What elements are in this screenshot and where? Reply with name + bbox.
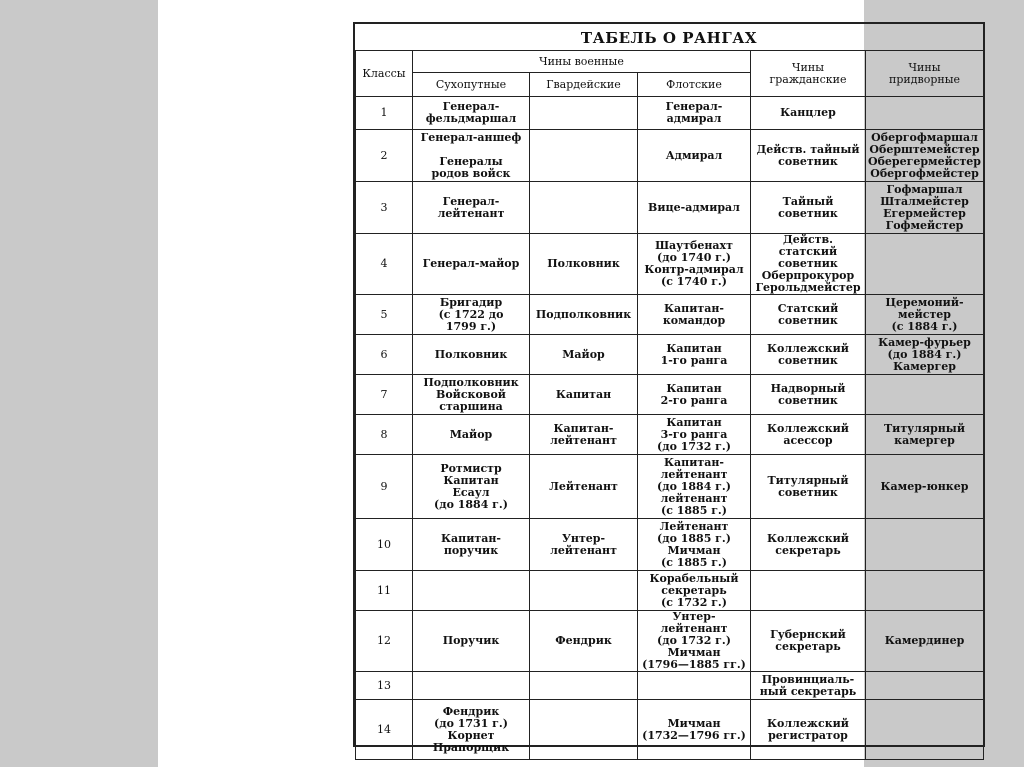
cell-court bbox=[866, 234, 984, 295]
cell-court bbox=[866, 571, 984, 611]
cell-cls: 10 bbox=[356, 519, 413, 571]
table-row bbox=[356, 611, 984, 672]
cell-naval: Капитан- лейтенант (до 1884 г.) лейтенант (с 1885 г.) bbox=[638, 455, 751, 519]
cell-land: Ротмистр Капитан Есаул (до 1884 г.) bbox=[413, 455, 530, 519]
cell-land: Генерал- лейтенант bbox=[413, 182, 530, 234]
table-row bbox=[356, 295, 984, 335]
cell-civil: Провинциаль- ный секретарь bbox=[751, 672, 866, 700]
table-row bbox=[356, 571, 984, 611]
cell-land: Генерал-майор bbox=[413, 234, 530, 295]
cell-guards: Подполковник bbox=[530, 295, 638, 335]
cell-naval: Вице-адмирал bbox=[638, 182, 751, 234]
slide-page bbox=[158, 0, 981, 767]
cell-guards: Полковник bbox=[530, 234, 638, 295]
cell-naval: Мичман (1732—1796 гг.) bbox=[638, 700, 751, 760]
cell-guards bbox=[530, 182, 638, 234]
cell-civil: Действ. тайный советник bbox=[751, 130, 866, 182]
table-row bbox=[356, 415, 984, 455]
table-body bbox=[356, 97, 984, 760]
cell-naval: Лейтенант (до 1885 г.) Мичман (с 1885 г.) bbox=[638, 519, 751, 571]
cell-guards bbox=[530, 97, 638, 130]
cell-land: Капитан- поручик bbox=[413, 519, 530, 571]
cell-guards: Фендрик bbox=[530, 611, 638, 672]
table-row bbox=[356, 672, 984, 700]
table-row bbox=[356, 335, 984, 375]
cell-court: Гофмаршал Шталмейстер Егермейстер Гофмейстер bbox=[866, 182, 984, 234]
table-row bbox=[356, 519, 984, 571]
cell-court: Камердинер bbox=[866, 611, 984, 672]
cell-civil: Коллежский асессор bbox=[751, 415, 866, 455]
cell-cls: 2 bbox=[356, 130, 413, 182]
cell-court bbox=[866, 519, 984, 571]
table-row bbox=[356, 375, 984, 415]
cell-cls: 13 bbox=[356, 672, 413, 700]
cell-court: Обергофмаршал Оберштемейстер Оберегермейстер Обергофмейстер bbox=[866, 130, 984, 182]
cell-civil: Канцлер bbox=[751, 97, 866, 130]
cell-cls: 8 bbox=[356, 415, 413, 455]
cell-naval: Шаутбенахт (до 1740 г.) Контр-адмирал (с 1740 г.) bbox=[638, 234, 751, 295]
cell-cls: 1 bbox=[356, 97, 413, 130]
cell-land: Майор bbox=[413, 415, 530, 455]
cell-civil: Коллежский секретарь bbox=[751, 519, 866, 571]
cell-cls: 3 bbox=[356, 182, 413, 234]
cell-guards: Майор bbox=[530, 335, 638, 375]
cell-naval: Генерал- адмирал bbox=[638, 97, 751, 130]
table-row bbox=[356, 234, 984, 295]
cell-naval: Капитан 2-го ранга bbox=[638, 375, 751, 415]
cell-court bbox=[866, 97, 984, 130]
header-classes: Классы bbox=[356, 51, 413, 97]
header-land: Сухопутные bbox=[413, 73, 530, 97]
cell-land bbox=[413, 672, 530, 700]
cell-guards bbox=[530, 130, 638, 182]
cell-civil: Коллежский советник bbox=[751, 335, 866, 375]
cell-civil: Надворный советник bbox=[751, 375, 866, 415]
cell-court: Камер-фурьер (до 1884 г.) Камергер bbox=[866, 335, 984, 375]
cell-guards: Капитан bbox=[530, 375, 638, 415]
cell-civil: Титулярный советник bbox=[751, 455, 866, 519]
cell-cls: 11 bbox=[356, 571, 413, 611]
header-military: Чины военные bbox=[413, 51, 751, 73]
rank-table-sheet bbox=[353, 22, 985, 754]
cell-civil: Действ. статский советник Оберпрокурор Герольдмейстер bbox=[751, 234, 866, 295]
header-court: Чины придворные bbox=[866, 51, 984, 97]
cell-guards: Капитан- лейтенант bbox=[530, 415, 638, 455]
cell-naval: Капитан- командор bbox=[638, 295, 751, 335]
cell-naval: Унтер- лейтенант (до 1732 г.) Мичман (1796—1885 гг.) bbox=[638, 611, 751, 672]
cell-court bbox=[866, 700, 984, 760]
cell-civil: Тайный советник bbox=[751, 182, 866, 234]
cell-civil: Статский советник bbox=[751, 295, 866, 335]
table-row bbox=[356, 130, 984, 182]
cell-court bbox=[866, 672, 984, 700]
cell-naval: Капитан 3-го ранга (до 1732 г.) bbox=[638, 415, 751, 455]
cell-naval: Корабельный секретарь (с 1732 г.) bbox=[638, 571, 751, 611]
cell-civil: Губернский секретарь bbox=[751, 611, 866, 672]
cell-cls: 12 bbox=[356, 611, 413, 672]
cell-court: Церемоний- мейстер (с 1884 г.) bbox=[866, 295, 984, 335]
cell-civil: Коллежский регистратор bbox=[751, 700, 866, 760]
cell-cls: 9 bbox=[356, 455, 413, 519]
cell-land: Генерал-аншеф Генералы родов войск bbox=[413, 130, 530, 182]
cell-naval bbox=[638, 672, 751, 700]
cell-cls: 14 bbox=[356, 700, 413, 760]
cell-guards bbox=[530, 672, 638, 700]
cell-cls: 6 bbox=[356, 335, 413, 375]
cell-cls: 5 bbox=[356, 295, 413, 335]
table-row bbox=[356, 97, 984, 130]
cell-land: Поручик bbox=[413, 611, 530, 672]
cell-land: Бригадир (с 1722 до 1799 г.) bbox=[413, 295, 530, 335]
cell-land: Подполковник Войсковой старшина bbox=[413, 375, 530, 415]
cell-land bbox=[413, 571, 530, 611]
cell-cls: 4 bbox=[356, 234, 413, 295]
cell-guards bbox=[530, 571, 638, 611]
cell-court: Титулярный камергер bbox=[866, 415, 984, 455]
cell-guards: Унтер- лейтенант bbox=[530, 519, 638, 571]
cell-land: Фендрик (до 1731 г.) Корнет Прапорщик bbox=[413, 700, 530, 760]
cell-guards bbox=[530, 700, 638, 760]
header-civil: Чины гражданские bbox=[751, 51, 866, 97]
cell-guards: Лейтенант bbox=[530, 455, 638, 519]
table-row bbox=[356, 182, 984, 234]
table-row bbox=[356, 700, 984, 760]
cell-land: Полковник bbox=[413, 335, 530, 375]
table-row bbox=[356, 455, 984, 519]
cell-cls: 7 bbox=[356, 375, 413, 415]
cell-naval: Капитан 1-го ранга bbox=[638, 335, 751, 375]
rank-table bbox=[355, 50, 984, 760]
cell-court bbox=[866, 375, 984, 415]
header-guards: Гвардейские bbox=[530, 73, 638, 97]
cell-civil bbox=[751, 571, 866, 611]
table-title: ТАБЕЛЬ О РАНГАХ bbox=[580, 29, 758, 47]
header-naval: Флотские bbox=[638, 73, 751, 97]
cell-land: Генерал- фельдмаршал bbox=[413, 97, 530, 130]
cell-naval: Адмирал bbox=[638, 130, 751, 182]
cell-court: Камер-юнкер bbox=[866, 455, 984, 519]
